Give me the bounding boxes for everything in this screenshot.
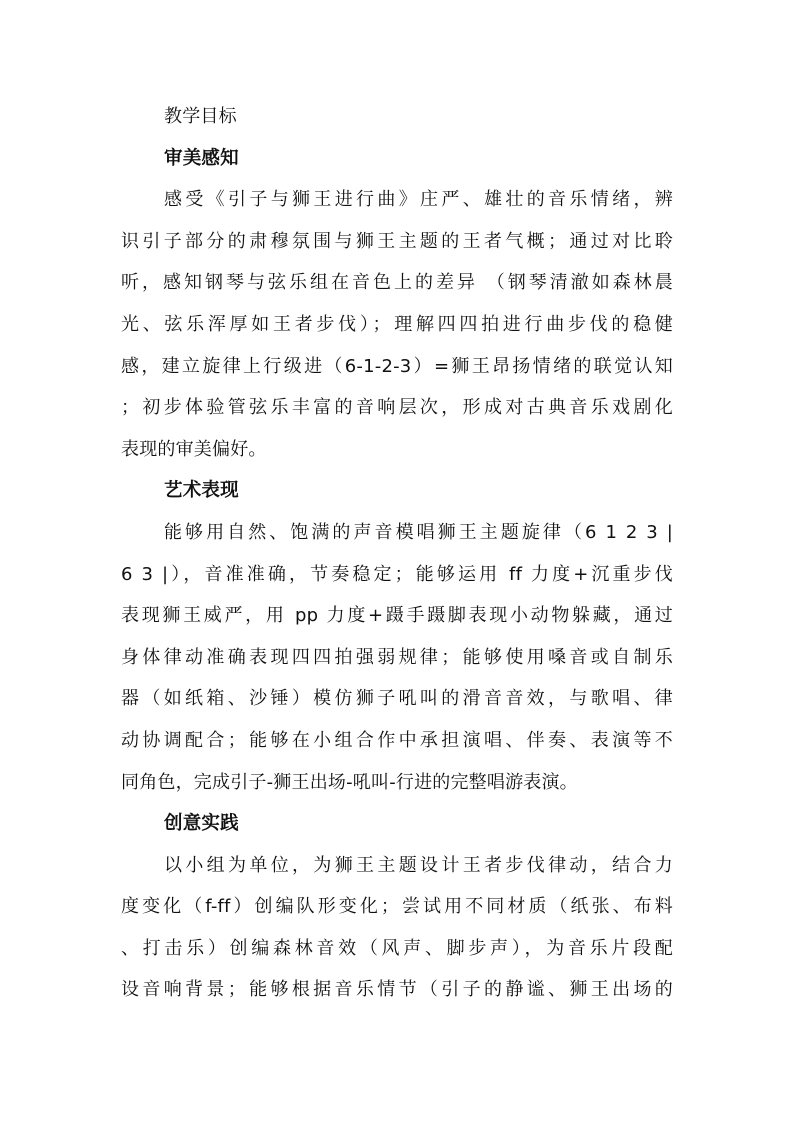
paragraph-line: 听，感知钢琴与弦乐组在音色上的差异 （钢琴清澈如森林晨 <box>121 272 673 294</box>
paragraph-line: 光、弦乐浑厚如王者步伐）；理解四四拍进行曲步伐的稳健 <box>121 313 673 335</box>
paragraph-line: 器（如纸箱、沙锤）模仿狮子吼叫的滑音音效，与歌唱、律 <box>121 688 673 710</box>
paragraph-line: 以小组为单位，为狮王主题设计王者步伐律动，结合力 <box>164 854 673 876</box>
paragraph-line: 设音响背景；能够根据音乐情节（引子的静谧、狮王出场的 <box>121 979 673 1001</box>
paragraph-line: 同角色，完成引子-狮王出场-吼叫-行进的完整唱游表演。 <box>121 771 578 793</box>
section-heading-creative: 创意实践 <box>164 813 239 835</box>
paragraph-line: 度变化（f-ff）创编队形变化；尝试用不同材质（纸张、布料 <box>121 896 673 918</box>
paragraph-line: 表现狮王威严，用 pp 力度+蹑手蹑脚表现小动物躲藏，通过 <box>121 605 673 627</box>
paragraph-line: 表现的审美偏好。 <box>121 438 267 460</box>
paragraph-line: 、打击乐）创编森林音效（风声、脚步声），为音乐片段配 <box>121 937 673 959</box>
paragraph-line: 身体律动准确表现四四拍强弱规律；能够使用嗓音或自制乐 <box>121 646 673 668</box>
paragraph-line: 6 3 |），音准准确，节奏稳定；能够运用 ff 力度+沉重步伐 <box>121 563 673 585</box>
paragraph-line: 动协调配合；能够在小组合作中承担演唱、伴奏、表演等不 <box>121 729 673 751</box>
document-title: 教学目标 <box>164 106 237 127</box>
section-heading-performance: 艺术表现 <box>164 480 239 502</box>
paragraph-line: 感，建立旋律上行级进（6-1-2-3）=狮王昂扬情绪的联觉认知 <box>121 355 673 377</box>
paragraph-line: ；初步体验管弦乐丰富的音响层次，形成对古典音乐戏剧化 <box>121 397 673 419</box>
section-heading-aesthetic: 审美感知 <box>164 147 239 169</box>
document-body <box>121 96 673 1011</box>
paragraph-line: 识引子部分的肃穆氛围与狮王主题的王者气概；通过对比聆 <box>121 230 673 252</box>
paragraph-line: 能够用自然、饱满的声音模唱狮王主题旋律（6 1 2 3 | <box>164 521 673 543</box>
paragraph-line: 感受《引子与狮王进行曲》庄严、雄壮的音乐情绪，辨 <box>164 189 673 211</box>
